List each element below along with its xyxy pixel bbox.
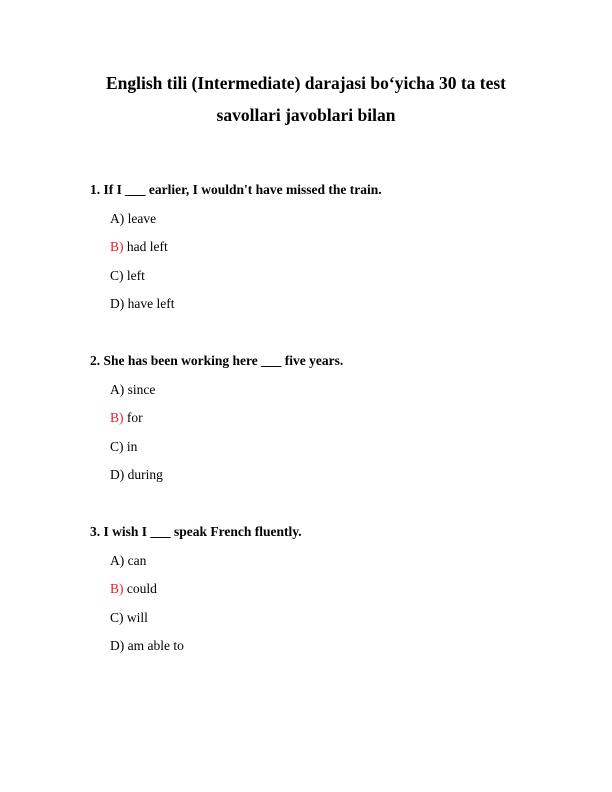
question-1: 1. If I ___ earlier, I wouldn't have missed the train. (90, 182, 382, 197)
option-letter: D) (110, 296, 125, 311)
question-1-option-c (110, 268, 145, 284)
correct-option-letter: B) (110, 410, 124, 425)
document-title-line-1: English tili (Intermediate) darajasi bo‘yicha 30 ta test (105, 73, 507, 93)
question-3-option-b (110, 581, 157, 597)
option-letter: D) (110, 467, 125, 482)
question-3-option-a (110, 553, 146, 569)
question-2-option-b (110, 410, 143, 426)
question-2-option-c (110, 439, 137, 455)
document-title-line-2: savollari javoblari bilan (216, 105, 396, 125)
question-3: 3. I wish I ___ speak French fluently. (90, 524, 302, 539)
option-text: had left (123, 239, 168, 254)
question-3-option-c (110, 610, 148, 626)
correct-option-letter: B) (110, 239, 124, 254)
option-text: in (123, 439, 138, 454)
option-letter: C) (110, 439, 124, 454)
question-2: 2. She has been working here ___ five years. (90, 353, 344, 368)
question-2-option-a (110, 382, 155, 398)
option-text: since (124, 382, 156, 397)
option-text: have left (124, 296, 175, 311)
correct-option-letter: B) (110, 581, 124, 596)
option-text: could (123, 581, 157, 596)
option-letter: D) (110, 638, 125, 653)
question-3-option-d (110, 638, 184, 654)
option-text: am able to (124, 638, 184, 653)
option-letter: C) (110, 268, 124, 283)
option-text: left (123, 268, 145, 283)
option-letter: C) (110, 610, 124, 625)
question-1-option-a (110, 211, 156, 227)
option-text: during (124, 467, 163, 482)
question-1-option-b (110, 239, 168, 255)
question-2-option-d (110, 467, 163, 483)
option-text: for (123, 410, 143, 425)
option-text: will (123, 610, 148, 625)
question-1-option-d (110, 296, 174, 312)
option-letter: A) (110, 382, 125, 397)
option-text: leave (124, 211, 157, 226)
option-letter: A) (110, 553, 125, 568)
option-letter: A) (110, 211, 125, 226)
option-text: can (124, 553, 147, 568)
